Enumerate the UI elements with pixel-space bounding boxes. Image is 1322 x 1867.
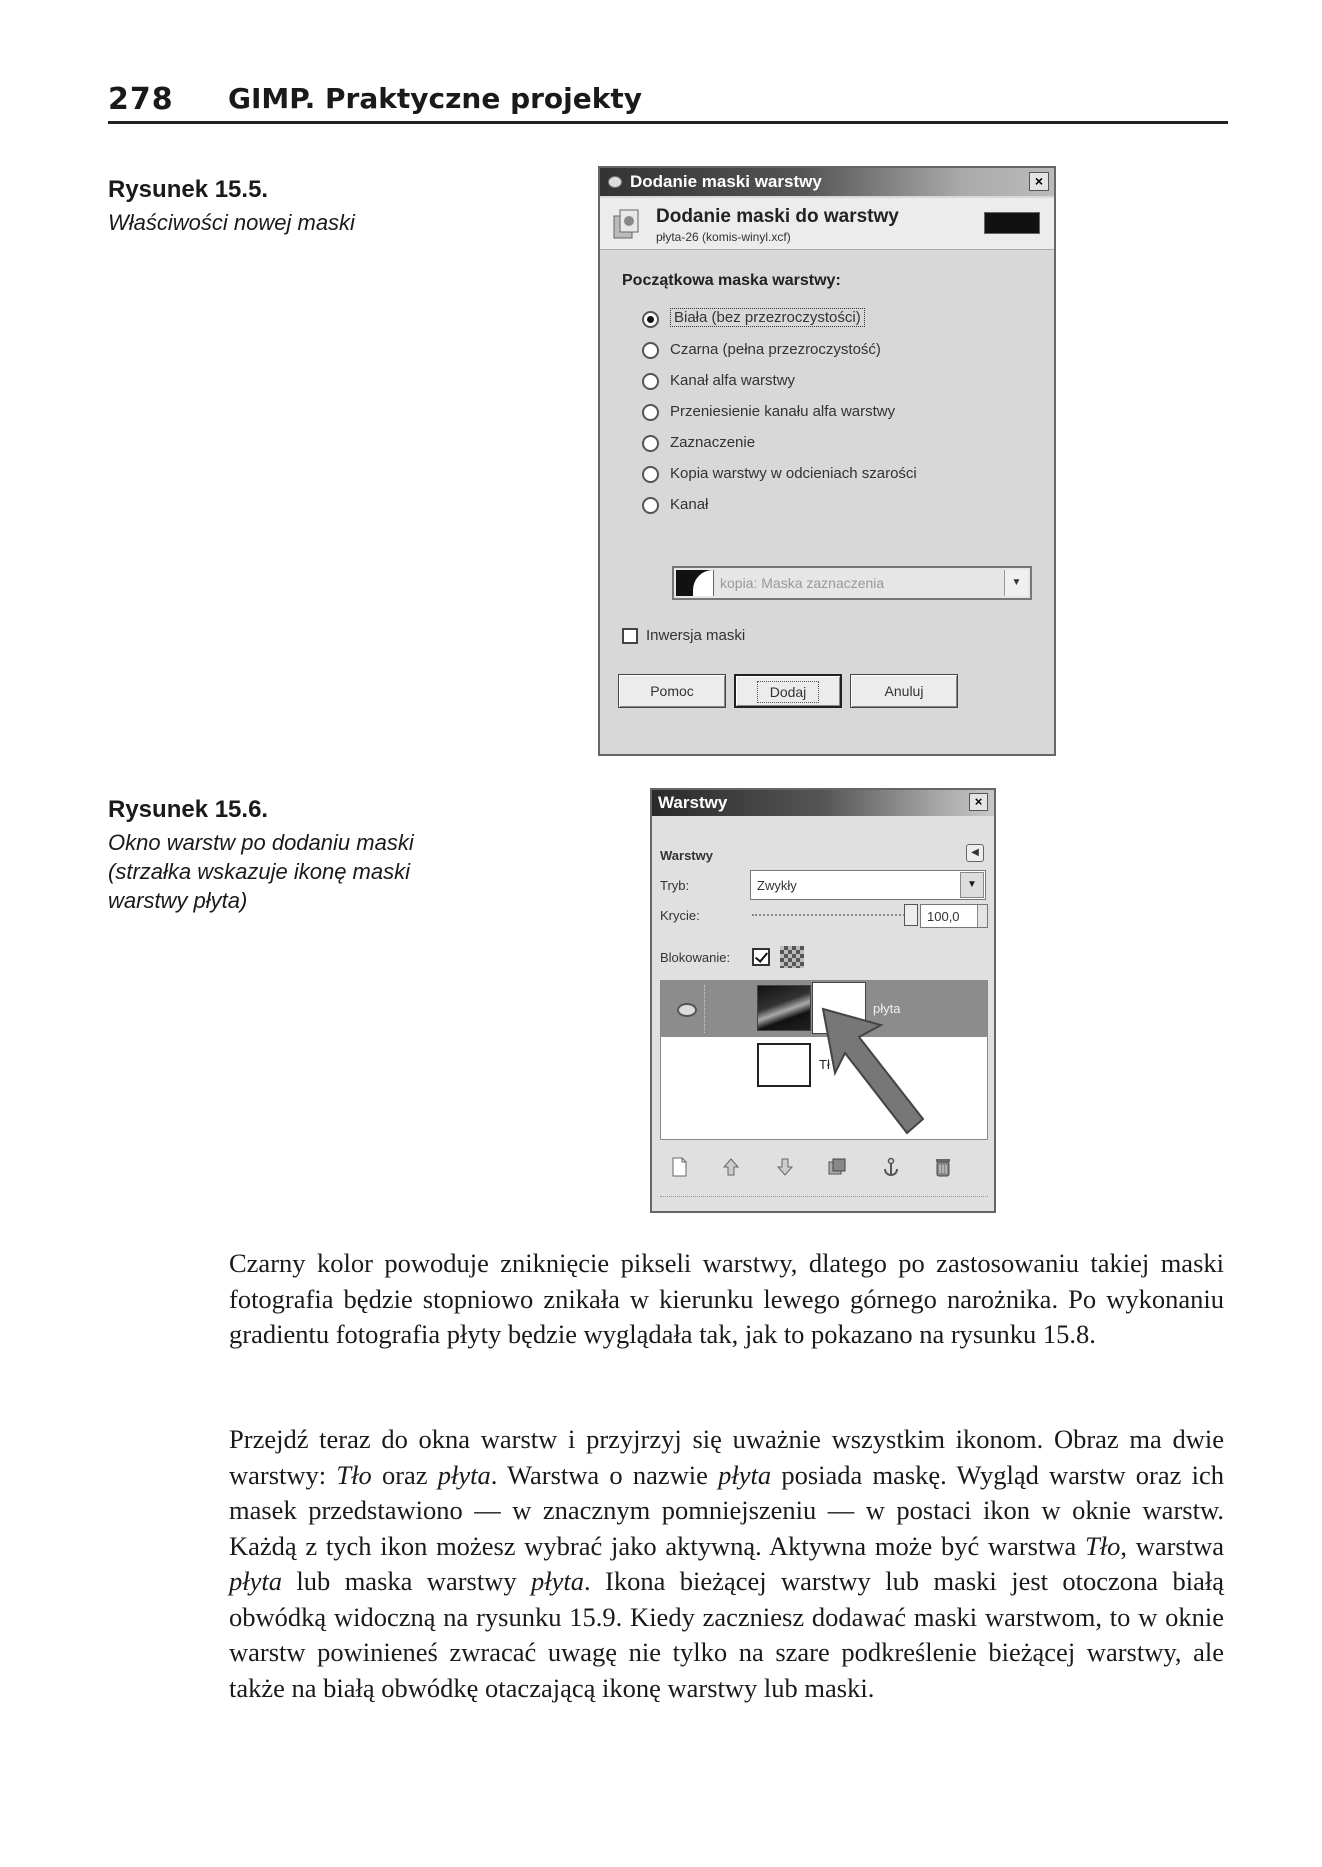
- anchor-layer-icon[interactable]: [880, 1156, 902, 1178]
- new-layer-icon[interactable]: [668, 1156, 690, 1178]
- dialog-header: [600, 198, 1054, 250]
- layer-thumbnail[interactable]: [757, 985, 811, 1031]
- book-title: GIMP. Praktyczne projekty: [228, 82, 643, 115]
- figure-caption-15-6: [108, 796, 438, 915]
- checkerboard-icon: [780, 946, 804, 968]
- italic-term: płyta: [229, 1566, 282, 1596]
- lock-label: Blokowanie:: [660, 950, 731, 965]
- text-run: , warstwa: [1120, 1530, 1224, 1561]
- delete-layer-icon[interactable]: [932, 1156, 954, 1178]
- close-button[interactable]: ×: [1029, 172, 1049, 191]
- figure-caption-15-5: [108, 176, 438, 237]
- caption-number: Rysunek 15.6.: [108, 796, 269, 823]
- italic-term: płyta: [531, 1566, 585, 1596]
- add-label: Dodaj: [757, 681, 820, 703]
- italic-term: płyta: [718, 1459, 772, 1490]
- dialog-heading: Dodanie maski do warstwy: [656, 206, 899, 227]
- panel-label: Warstwy: [660, 848, 713, 863]
- dialog-subheading: płyta-26 (komis-winyl.xcf): [656, 230, 791, 244]
- text-run: posiada maskę. Wygląd warstw oraz ich masek przedstawiono — w znacznym pomniejszeniu — w postaci ikon w oknie warstw. Każdą z tych ikon możesz wybrać jako aktywną. Aktywna może być warstwa: [229, 1459, 1224, 1561]
- option-label: Czarna (pełna przezroczystość): [670, 341, 881, 358]
- body-paragraph-2: [229, 1422, 1224, 1706]
- option-label: Kanał alfa warstwy: [670, 372, 796, 389]
- gimp-window-icon: [608, 176, 622, 188]
- spin-arrows-icon[interactable]: [977, 905, 987, 927]
- chevron-down-icon[interactable]: ▼: [960, 872, 984, 898]
- mode-value: Zwykły: [757, 878, 797, 893]
- radio-button[interactable]: [642, 404, 659, 421]
- layer-mask-icon: [612, 206, 640, 242]
- caption-text: Okno warstw po dodaniu maski (strzałka wskazuje ikonę maski warstwy płyta): [108, 830, 414, 913]
- lower-layer-icon[interactable]: [774, 1156, 796, 1178]
- dialog-titlebar: [652, 790, 994, 816]
- duplicate-layer-icon[interactable]: [826, 1156, 848, 1178]
- italic-term: Tło: [336, 1459, 372, 1490]
- chevron-down-icon[interactable]: ▼: [1004, 570, 1028, 596]
- body-paragraph-1: [229, 1246, 1224, 1353]
- opacity-spinbox[interactable]: [920, 904, 988, 928]
- invert-mask-label: Inwersja maski: [646, 627, 746, 644]
- opacity-slider-handle[interactable]: [904, 904, 918, 926]
- cancel-button[interactable]: [850, 674, 958, 708]
- paragraph-text: [229, 1422, 1224, 1706]
- window-title: Warstwy: [658, 793, 728, 812]
- close-button[interactable]: ×: [969, 793, 988, 811]
- radio-button[interactable]: [642, 373, 659, 390]
- radio-button[interactable]: [642, 497, 659, 514]
- mode-select[interactable]: [750, 870, 986, 900]
- invert-mask-checkbox[interactable]: [622, 628, 638, 644]
- caption-number: Rysunek 15.5.: [108, 176, 269, 203]
- option-label: Biała (bez przezroczystości): [670, 308, 865, 327]
- option-label: Przeniesienie kanału alfa warstwy: [670, 403, 896, 420]
- resize-grip[interactable]: [660, 1196, 988, 1206]
- radio-button[interactable]: [642, 342, 659, 359]
- italic-term: płyta: [437, 1459, 491, 1490]
- option-label: Kopia warstwy w odcieniach szarości: [670, 465, 917, 482]
- layers-list: [660, 980, 988, 1140]
- page-number: 278: [108, 82, 174, 117]
- text-run: . Warstwa o nazwie: [490, 1459, 719, 1490]
- window-title: Dodanie maski warstwy: [630, 172, 822, 191]
- opacity-slider[interactable]: [752, 914, 908, 916]
- italic-term: Tło: [1084, 1530, 1121, 1561]
- raise-layer-icon[interactable]: [720, 1156, 742, 1178]
- dialog-titlebar: [600, 168, 1054, 196]
- text-run: . Ikona bieżącej warstwy lub maski jest otoczona białą obwódką widoczną na rysunku 15.9. Kiedy zaczniesz dodawać maski warstwom, to w oknie warstw powinieneś zwracać uwagę nie tylko na szare podkreślenie bieżącej warstwy, ale także na białą obwódkę otaczającą ikonę warstwy lub maski.: [229, 1566, 1224, 1703]
- radio-button[interactable]: [642, 466, 659, 483]
- text-run: oraz: [371, 1459, 438, 1490]
- layer-name: Tł: [819, 1057, 830, 1072]
- add-layer-mask-dialog: [598, 166, 1056, 756]
- add-button[interactable]: [734, 674, 842, 708]
- radio-button[interactable]: [642, 435, 659, 452]
- mode-label: Tryb:: [660, 878, 690, 893]
- caption-text: Właściwości nowej maski: [108, 210, 355, 235]
- layer-preview: [984, 212, 1040, 234]
- cancel-label: Anuluj: [884, 683, 924, 699]
- text-run: lub maska warstwy: [282, 1566, 532, 1596]
- opacity-value: 100,0: [927, 909, 960, 924]
- lock-alpha-checkbox[interactable]: [752, 948, 770, 966]
- opacity-label: Krycie:: [660, 908, 700, 923]
- pointer-arrow-icon: [811, 1001, 931, 1140]
- layers-dialog: [650, 788, 996, 1213]
- paragraph-text: Czarny kolor powoduje zniknięcie pikseli warstwy, dlatego po zastosowaniu takiej maski fotografia będzie stopniowo znikała w kierunku lewego górnego narożnika. Po wykonaniu gradientu fotografia płyty będzie wyglądała tak, jak to pokazano na rysunku 15.8.: [229, 1248, 1224, 1349]
- channel-select[interactable]: [672, 566, 1032, 600]
- eye-icon[interactable]: [665, 985, 705, 1033]
- layer-thumbnail[interactable]: [757, 1043, 811, 1087]
- help-label: Pomoc: [650, 683, 694, 699]
- option-label: Kanał: [670, 496, 709, 513]
- help-button[interactable]: [618, 674, 726, 708]
- channel-value: kopia: Maska zaznaczenia: [720, 575, 885, 591]
- running-header: [108, 82, 1228, 124]
- layer-name: płyta: [873, 1001, 901, 1016]
- option-label: Zaznaczenie: [670, 434, 756, 451]
- radio-button[interactable]: [642, 311, 659, 328]
- text-run: Przejdź teraz do okna warstw i przyjrzyj się uważnie wszystkim ikonom. Obraz ma dwie warstwy:: [229, 1424, 1224, 1490]
- panel-menu-icon[interactable]: ◀: [966, 844, 984, 862]
- initial-mask-label: Początkowa maska warstwy:: [622, 272, 841, 289]
- layers-toolbar: [660, 1148, 988, 1188]
- channel-thumbnail: [676, 570, 714, 596]
